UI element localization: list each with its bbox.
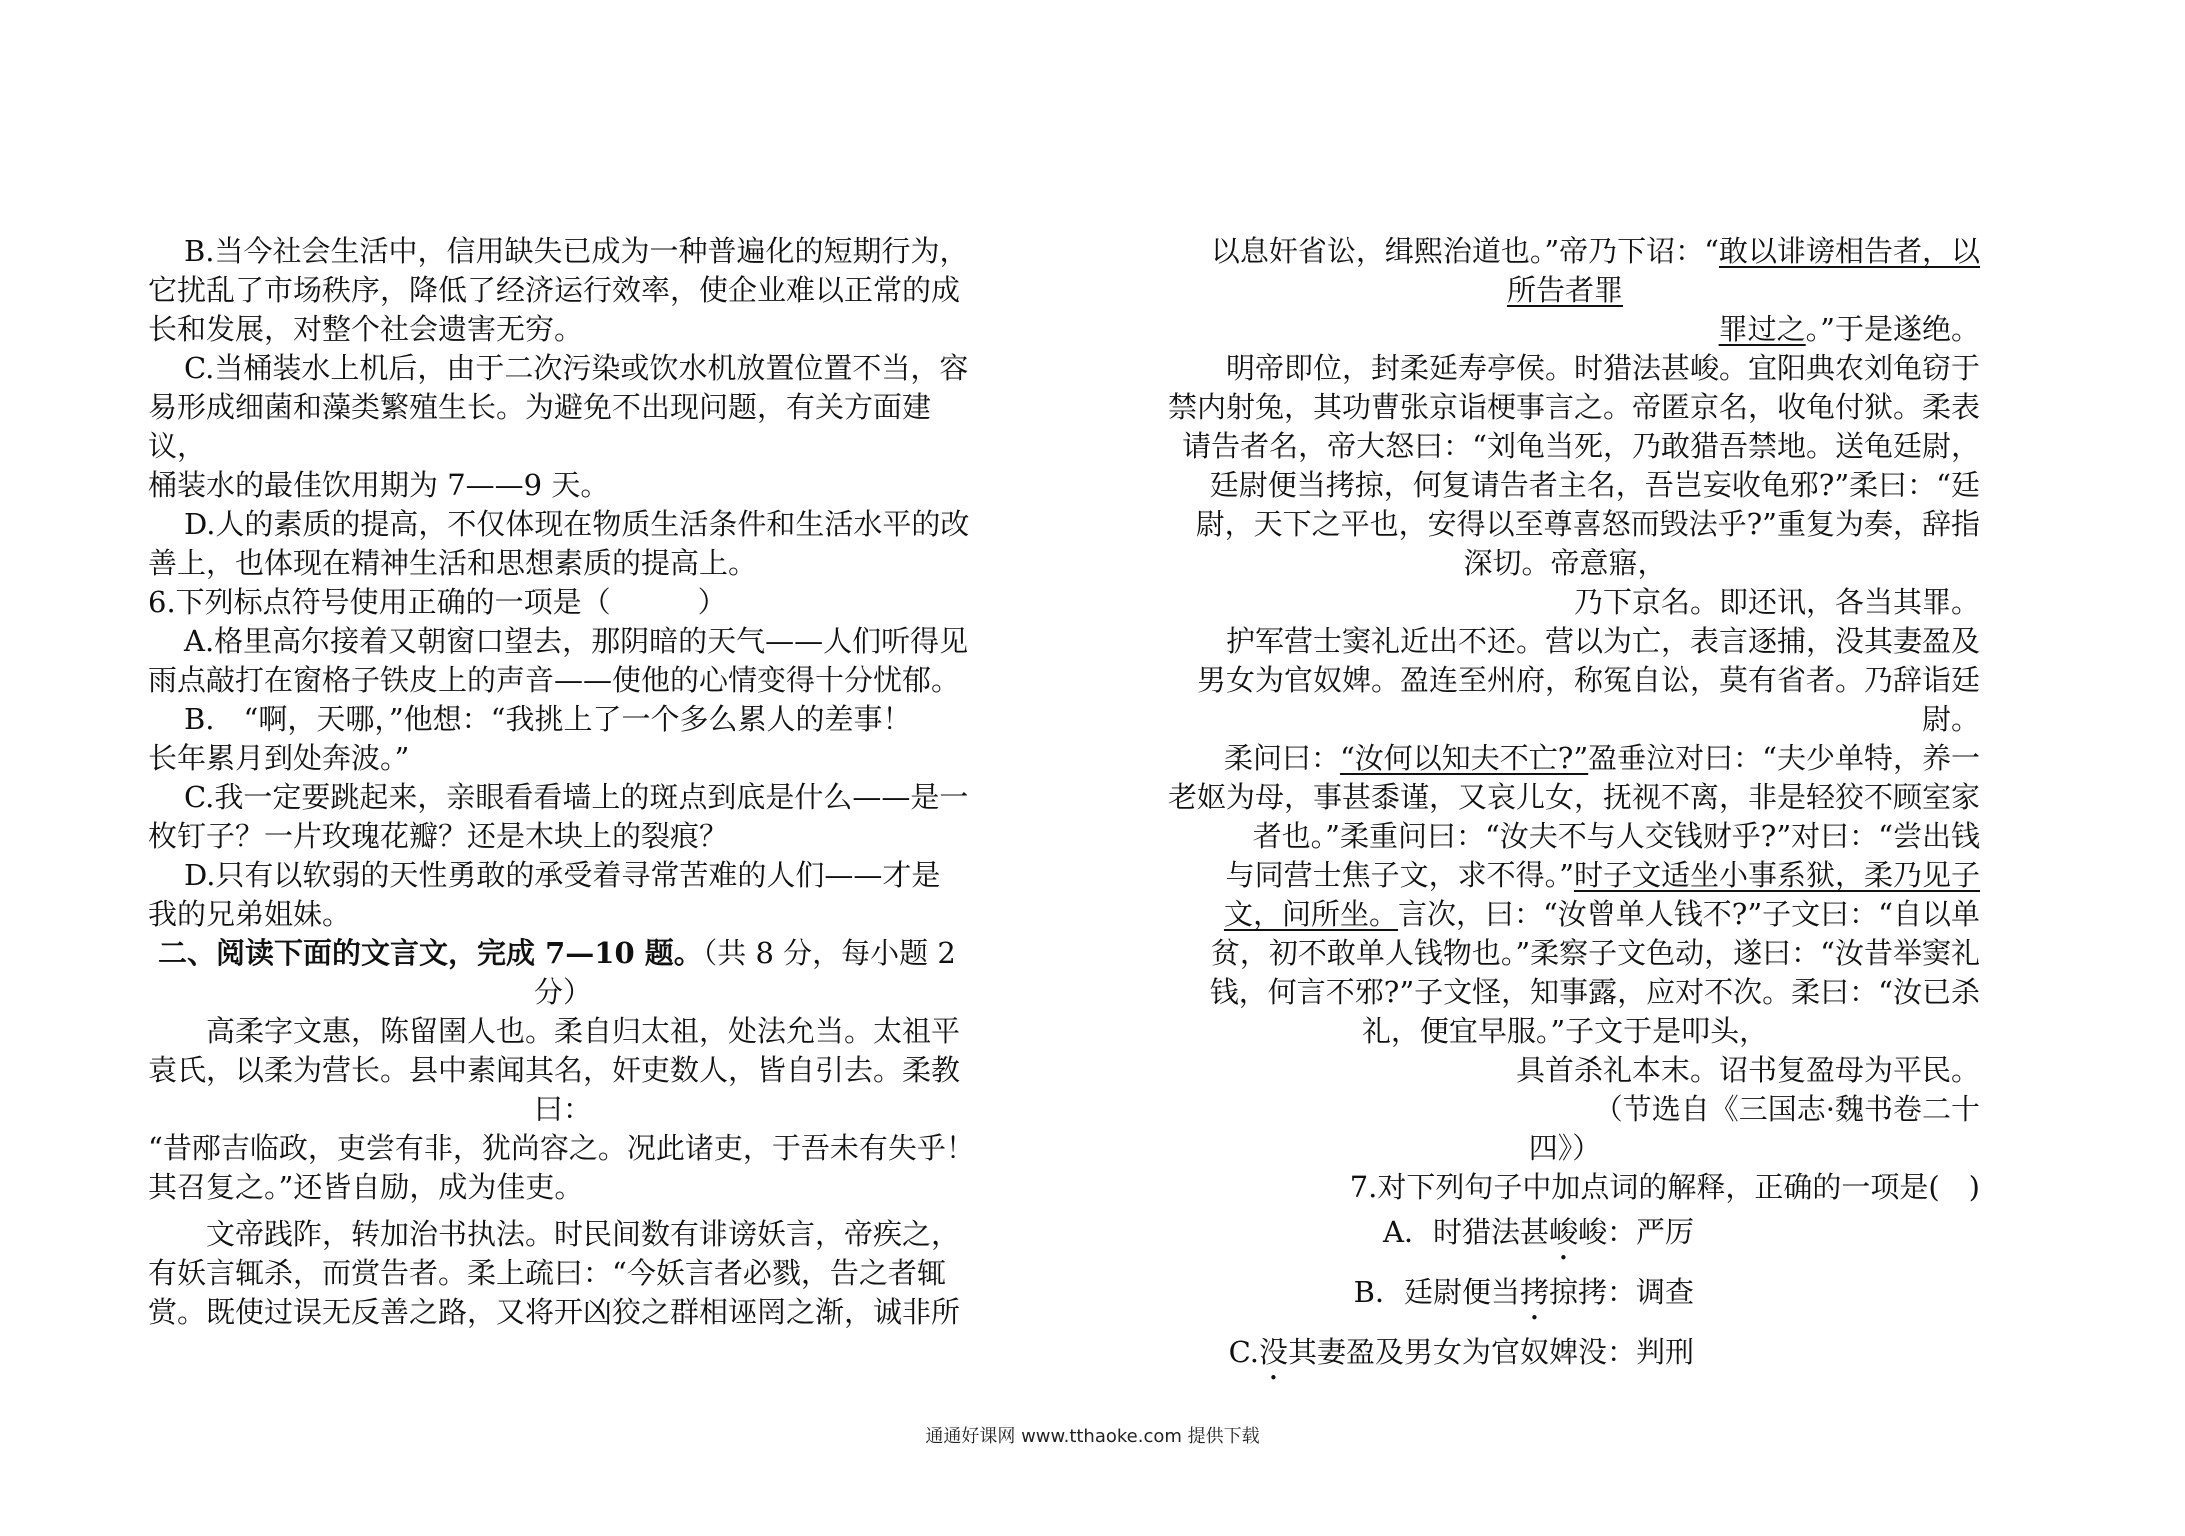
q6-option-b-line: 长年累月到处奔波。” <box>148 741 410 775</box>
passage-line <box>1150 310 1980 349</box>
underlined-sentence: 所告者罪 <box>1506 273 1623 307</box>
q7-option-answer: 峻：严厉 <box>1578 1215 1695 1249</box>
passage-text: 与同营士焦子文，求不得。” <box>1225 858 1574 892</box>
passage-line: 钱，何言不邪?”子文怪，知事露，应对不次。柔曰：“汝已杀 <box>1209 975 1980 1009</box>
underlined-sentence: 罪过之 <box>1718 312 1806 346</box>
q7-option-c <box>1150 1333 1980 1387</box>
dotted-word: 峻 <box>1548 1215 1578 1249</box>
option-d-line: 善上，也体现在精神生活和思想素质的提高上。 <box>148 546 758 580</box>
option-c-line: C.当桶装水上机后，由于二次污染或饮水机放置位置不当，容 <box>184 351 969 385</box>
option-b-line: 它扰乱了市场秩序，降低了经济运行效率，使企业难以正常的成 <box>148 273 961 307</box>
passage-line <box>1150 895 1980 934</box>
q6-option-d-line: 我的兄弟姐妹。 <box>148 897 352 931</box>
passage-line: 乃下京名。即还讯，各当其罪。 <box>1573 585 1980 619</box>
passage-line: “昔邴吉临政，吏尝有非，犹尚容之。况此诸吏，于吾未有失乎！ <box>148 1131 975 1165</box>
section-2-title: 二、阅读下面的文言文，完成 7—10 题。 <box>158 936 703 970</box>
passage-line: 袁氏，以柔为营长。县中素闻其名，奸吏数人，皆自引去。柔教 <box>148 1053 961 1087</box>
q6-option-a-line: 雨点敲打在窗格子铁皮上的声音——使他的心情变得十分忧郁。 <box>148 663 961 697</box>
source-citation: 四》） <box>1528 1131 1602 1165</box>
option-d-line: D.人的素质的提高，不仅体现在物质生活条件和生活水平的改 <box>184 507 970 541</box>
q6-option-c-line: C.我一定要跳起来，亲眼看看墙上的斑点到底是什么——是一 <box>184 780 969 814</box>
underlined-sentence: 时子文适坐小事系狱，柔乃见子 <box>1573 858 1980 892</box>
q7-option-sentence <box>1178 1273 1578 1327</box>
passage-line: 有妖言辄杀，而赏告者。柔上疏曰：“今妖言者必戮，告之者辄 <box>148 1256 946 1290</box>
right-column <box>1150 232 1980 1387</box>
passage-text: 柔问曰： <box>1223 741 1340 775</box>
passage-line: 男女为官奴婢。盈连至州府，称冤自讼，莫有省者。乃辞诣廷尉。 <box>1196 663 1980 736</box>
passage-line: 禁内射兔，其功曹张京诣梗事言之。帝匿京名，收龟付狱。柔表 <box>1167 390 1980 424</box>
underlined-sentence: 敢以诽谤相告者，以 <box>1718 234 1980 268</box>
dotted-word: 没 <box>1258 1335 1288 1369</box>
option-text: B．廷尉便当 <box>1353 1275 1520 1309</box>
passage-line: 深切。帝意寤， <box>1463 546 1667 580</box>
option-b-line: 长和发展，对整个社会遗害无穷。 <box>148 312 584 346</box>
passage-line <box>1150 856 1980 895</box>
passage-line: 护军营士窦礼近出不还。营以为亡，表言逐捕，没其妻盈及 <box>1225 624 1980 658</box>
q6-option-a-line: A.格里高尔接着又朝窗口望去，那阴暗的天气——人们听得见 <box>184 624 969 658</box>
footer-credit: 通通好课网 www.tthaoke.com 提供下载 <box>925 1426 1260 1447</box>
passage-line: 者也。”柔重问曰：“汝夫不与人交钱财乎?”对曰：“尝出钱 <box>1252 819 1980 853</box>
q7-option-answer: 拷：调查 <box>1578 1275 1695 1309</box>
passage-line: 具首杀礼本末。诏书复盈母为平民。 <box>1515 1053 1980 1087</box>
option-text: 其妻盈及男女为官奴婢 <box>1287 1335 1578 1369</box>
underlined-sentence: “汝何以知夫不亡?” <box>1339 741 1589 775</box>
passage-line: 廷尉便当拷掠，何复请告者主名，吾岂妄收龟邪?”柔曰：“廷 <box>1209 468 1980 502</box>
section-2-heading <box>148 934 978 973</box>
section-2-score: （共 8 分，每小题 2 <box>702 936 956 970</box>
underlined-sentence: 文，问所坐。 <box>1223 897 1398 931</box>
passage-line <box>1150 271 1980 310</box>
q7-option-sentence <box>1178 1213 1578 1267</box>
section-2-score-cont: 分） <box>533 975 592 1009</box>
question-7: 7.对下列句子中加点词的解释，正确的一项是( ) <box>1349 1170 1980 1204</box>
dotted-word: 拷 <box>1519 1275 1549 1309</box>
left-column <box>148 232 978 1332</box>
passage-line <box>1150 232 1980 271</box>
passage-text: 以息奸省讼，缉熙治道也。”帝乃下诏：“ <box>1210 234 1719 268</box>
passage-line: 贫，初不敢单人钱物也。”柔察子文色动，遂曰：“汝昔举窦礼 <box>1210 936 1980 970</box>
passage-line: 文帝践阼，转加治书执法。时民间数有诽谤妖言，帝疾之， <box>206 1217 961 1251</box>
question-6: 6.下列标点符号使用正确的一项是（ ） <box>148 585 727 619</box>
passage-line <box>1150 739 1980 778</box>
source-citation: （节选自《三国志·魏书卷二十 <box>1593 1092 1980 1126</box>
option-text: 掠 <box>1548 1275 1578 1309</box>
q6-option-d-line: D.只有以软弱的天性勇敢的承受着寻常苦难的人们——才是 <box>184 858 941 892</box>
passage-line: 其召复之。”还皆自励，成为佳吏。 <box>148 1170 584 1204</box>
option-text: A．时猎法甚 <box>1383 1215 1549 1249</box>
passage-line: 曰： <box>533 1092 592 1126</box>
option-b-line: B.当今社会生活中，信用缺失已成为一种普遍化的短期行为， <box>184 234 969 268</box>
passage-text: 盈垂泣对曰：“夫少单特，养一 <box>1588 741 1980 775</box>
q6-option-c-line: 枚钉子？一片玫瑰花瓣？还是木块上的裂痕？ <box>148 819 729 853</box>
q7-option-a <box>1150 1213 1980 1267</box>
option-c-line: 桶装水的最佳饮用期为 7——9 天。 <box>148 468 610 502</box>
passage-line: 尉，天下之平也，安得以至尊喜怒而毁法乎?”重复为奏，辞指 <box>1195 507 1980 541</box>
q7-option-answer: 没：判刑 <box>1578 1335 1695 1369</box>
q7-option-b <box>1150 1273 1980 1327</box>
passage-line: 明帝即位，封柔延寿亭侯。时猎法甚峻。宜阳典农刘龟窃于 <box>1225 351 1980 385</box>
option-c-line: 易形成细菌和藻类繁殖生长。为避免不出现问题，有关方面建议， <box>148 390 932 463</box>
passage-line: 高柔字文惠，陈留圉人也。柔自归太祖，处法允当。太祖平 <box>206 1014 961 1048</box>
q7-option-sentence <box>1178 1333 1578 1387</box>
q6-option-b-line: B. “啊，天哪，”他想：“我挑上了一个多么累人的差事！ <box>184 702 912 736</box>
passage-text: 。”于是遂绝。 <box>1805 312 1980 346</box>
passage-line: 老妪为母，事甚黍谨，又哀儿女，抚视不离，非是轻狡不顾室家 <box>1167 780 1980 814</box>
passage-line: 请告者名，帝大怒曰：“刘龟当死，乃敢猎吾禁地。送龟廷尉， <box>1182 429 1980 463</box>
passage-text: 言次，曰：“汝曾单人钱不?”子文曰：“自以单 <box>1397 897 1980 931</box>
passage-line: 礼，便宜早服。”子文于是叩头， <box>1361 1014 1769 1048</box>
option-text: C. <box>1228 1335 1259 1369</box>
passage-line: 赏。既使过误无反善之路，又将开凶狡之群相诬罔之渐，诚非所 <box>148 1295 961 1329</box>
